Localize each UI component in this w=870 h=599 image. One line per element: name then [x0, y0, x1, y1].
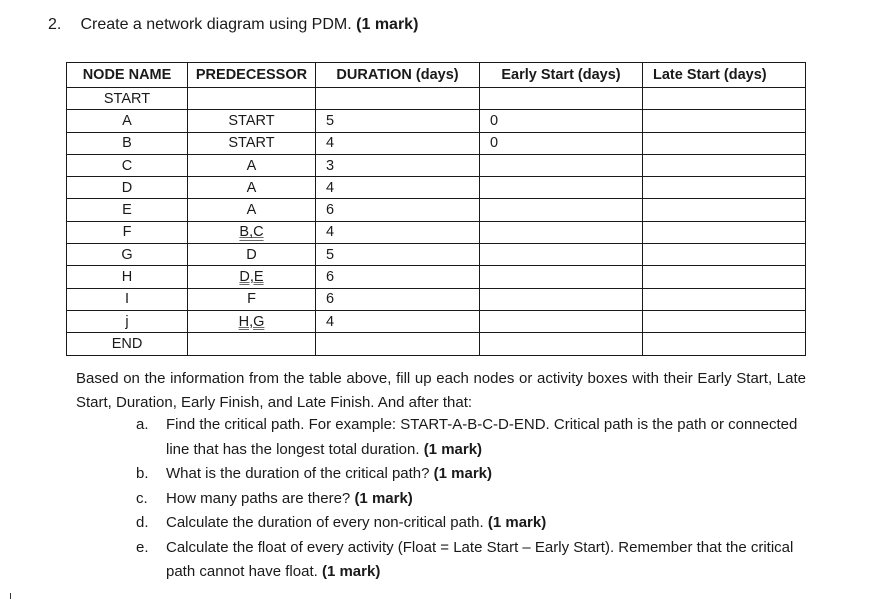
- duration-cell: 4: [316, 221, 480, 243]
- late-start-cell: [643, 132, 806, 154]
- late-start-cell: [643, 154, 806, 176]
- predecessor-cell: [188, 310, 316, 332]
- table-row: [67, 132, 806, 154]
- subquestion-mark: (1 mark): [433, 465, 493, 482]
- table-row: [67, 177, 806, 199]
- early-start-cell: [480, 88, 643, 110]
- header-early-start: Early Start (days): [480, 63, 643, 88]
- table-row: [67, 244, 806, 266]
- late-start-cell: [643, 266, 806, 288]
- early-start-cell: [480, 154, 643, 176]
- table-row: [67, 266, 806, 288]
- list-marker: c.: [136, 489, 148, 507]
- late-start-cell: [643, 199, 806, 221]
- duration-cell: 4: [316, 310, 480, 332]
- duration-cell: 5: [316, 244, 480, 266]
- node-cell: C: [67, 154, 188, 176]
- list-item: [136, 487, 806, 512]
- predecessor-cell: [188, 221, 316, 243]
- subquestion-text: How many paths are there?: [166, 489, 351, 507]
- question-title: [48, 16, 418, 34]
- node-cell: A: [67, 110, 188, 132]
- late-start-cell: [643, 88, 806, 110]
- early-start-cell: [480, 310, 643, 332]
- late-start-cell: [643, 177, 806, 199]
- predecessor-cell: A: [188, 154, 316, 176]
- early-start-cell: [480, 333, 643, 355]
- question-number: 2.: [48, 16, 62, 33]
- late-start-cell: [643, 333, 806, 355]
- list-marker: d.: [136, 514, 149, 531]
- predecessor-text: B,C: [239, 224, 264, 241]
- table-row: [67, 333, 806, 355]
- table-row: [67, 199, 806, 221]
- subquestion-text: Calculate the duration of every non-critical path.: [166, 514, 484, 531]
- duration-cell: 6: [316, 199, 480, 221]
- duration-cell: 5: [316, 110, 480, 132]
- list-marker: e.: [136, 538, 149, 556]
- node-cell: F: [67, 221, 188, 243]
- question-mark: (1 mark): [356, 16, 419, 33]
- early-start-cell: [480, 244, 643, 266]
- duration-cell: [316, 333, 480, 355]
- subquestion-mark: (1 mark): [487, 514, 547, 531]
- predecessor-cell: A: [188, 199, 316, 221]
- instruction-paragraph: Based on the information from the table above, fill up each nodes or activity boxes with their Early Start, Late Start, Duration, Early Finish, and Late Finish. And after that:: [76, 370, 806, 411]
- duration-cell: 4: [316, 132, 480, 154]
- pdm-table: [66, 62, 806, 356]
- header-predecessor: PREDECESSOR: [188, 63, 316, 88]
- predecessor-cell: [188, 88, 316, 110]
- node-cell: I: [67, 288, 188, 310]
- header-duration: DURATION (days): [316, 63, 480, 88]
- duration-cell: 3: [316, 154, 480, 176]
- subquestion-text: Calculate the float of every activity (Float = Late Start – Early Start). Remember that the critical path cannot have float.: [166, 538, 794, 580]
- predecessor-text: D,E: [239, 269, 264, 286]
- duration-cell: 6: [316, 266, 480, 288]
- subquestion-mark: (1 mark): [423, 440, 483, 458]
- subquestion-mark: (1 mark): [321, 563, 381, 580]
- early-start-cell: [480, 199, 643, 221]
- predecessor-cell: F: [188, 288, 316, 310]
- table-row: [67, 110, 806, 132]
- early-start-cell: [480, 266, 643, 288]
- table-row: [67, 88, 806, 110]
- list-marker: a.: [136, 416, 149, 433]
- list-item: [136, 462, 806, 487]
- node-cell: G: [67, 244, 188, 266]
- table-row: [67, 154, 806, 176]
- node-cell: D: [67, 177, 188, 199]
- subquestion-mark: (1 mark): [354, 489, 413, 507]
- table-row: [67, 310, 806, 332]
- table-row: [67, 221, 806, 243]
- duration-cell: 6: [316, 288, 480, 310]
- node-cell: H: [67, 266, 188, 288]
- subquestion-text: What is the duration of the critical path?: [166, 465, 430, 482]
- predecessor-cell: D: [188, 244, 316, 266]
- node-cell: B: [67, 132, 188, 154]
- node-cell: END: [67, 333, 188, 355]
- late-start-cell: [643, 221, 806, 243]
- predecessor-cell: [188, 333, 316, 355]
- subquestion-text: Find the critical path. For example: START-A-B-C-D-END. Critical path is the path or connected line that has the longest total duration.: [166, 416, 798, 458]
- node-cell: j: [67, 310, 188, 332]
- list-item: [136, 536, 806, 585]
- header-late-start: Late Start (days): [643, 63, 806, 88]
- header-node-name: NODE NAME: [67, 63, 188, 88]
- predecessor-cell: START: [188, 132, 316, 154]
- predecessor-text: H,G: [238, 313, 265, 330]
- early-start-cell: 0: [480, 110, 643, 132]
- list-item: [136, 511, 806, 536]
- late-start-cell: [643, 288, 806, 310]
- duration-cell: [316, 88, 480, 110]
- early-start-cell: [480, 221, 643, 243]
- subquestion-list: [136, 413, 806, 585]
- duration-cell: 4: [316, 177, 480, 199]
- predecessor-cell: [188, 266, 316, 288]
- predecessor-cell: A: [188, 177, 316, 199]
- page-edge-mark: [10, 593, 11, 599]
- late-start-cell: [643, 310, 806, 332]
- predecessor-cell: START: [188, 110, 316, 132]
- late-start-cell: [643, 110, 806, 132]
- table-row: [67, 288, 806, 310]
- list-item: [136, 413, 806, 462]
- early-start-cell: [480, 288, 643, 310]
- early-start-cell: [480, 177, 643, 199]
- late-start-cell: [643, 244, 806, 266]
- early-start-cell: 0: [480, 132, 643, 154]
- node-cell: START: [67, 88, 188, 110]
- list-marker: b.: [136, 465, 149, 482]
- question-text: Create a network diagram using PDM.: [80, 16, 352, 33]
- node-cell: E: [67, 199, 188, 221]
- table-header-row: [67, 63, 806, 88]
